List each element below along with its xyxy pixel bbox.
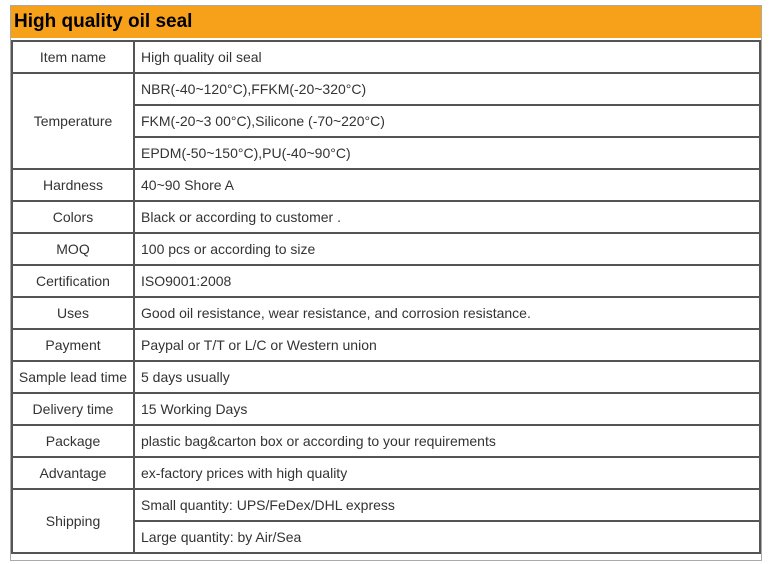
row-label: Hardness xyxy=(12,169,134,201)
row-label: Delivery time xyxy=(12,393,134,425)
row-value: Good oil resistance, wear resistance, and corrosion resistance. xyxy=(134,297,760,329)
row-value: Small quantity: UPS/FeDex/DHL express xyxy=(134,489,760,521)
table-row xyxy=(12,233,760,265)
row-label: Certification xyxy=(12,265,134,297)
spec-table xyxy=(11,40,761,554)
row-value: 100 pcs or according to size xyxy=(134,233,760,265)
table-row xyxy=(12,297,760,329)
row-value: Large quantity: by Air/Sea xyxy=(134,521,760,553)
table-row xyxy=(12,201,760,233)
table-row xyxy=(12,265,760,297)
row-value: plastic bag&carton box or according to your requirements xyxy=(134,425,760,457)
row-value: 15 Working Days xyxy=(134,393,760,425)
table-row xyxy=(12,169,760,201)
table-row xyxy=(12,41,760,73)
row-value: NBR(-40~120°C),FFKM(-20~320°C) xyxy=(134,73,760,105)
table-row xyxy=(12,361,760,393)
row-label: Uses xyxy=(12,297,134,329)
row-value: EPDM(-50~150°C),PU(-40~90°C) xyxy=(134,137,760,169)
row-label: Shipping xyxy=(12,489,134,553)
row-value: Paypal or T/T or L/C or Western union xyxy=(134,329,760,361)
row-value: ISO9001:2008 xyxy=(134,265,760,297)
table-row xyxy=(12,393,760,425)
table-row xyxy=(12,489,760,521)
table-title: High quality oil seal xyxy=(11,6,761,38)
table-row xyxy=(12,425,760,457)
row-label: Package xyxy=(12,425,134,457)
row-label: Payment xyxy=(12,329,134,361)
row-label: Advantage xyxy=(12,457,134,489)
row-value: High quality oil seal xyxy=(134,41,760,73)
table-row xyxy=(12,73,760,105)
row-value: 5 days usually xyxy=(134,361,760,393)
row-label: MOQ xyxy=(12,233,134,265)
row-value: Black or according to customer . xyxy=(134,201,760,233)
table-row xyxy=(12,457,760,489)
row-label: Colors xyxy=(12,201,134,233)
row-label: Temperature xyxy=(12,73,134,169)
row-value: FKM(-20~3 00°C),Silicone (-70~220°C) xyxy=(134,105,760,137)
spec-table-body xyxy=(12,41,760,553)
row-value: ex-factory prices with high quality xyxy=(134,457,760,489)
table-row xyxy=(12,329,760,361)
row-label: Item name xyxy=(12,41,134,73)
row-label: Sample lead time xyxy=(12,361,134,393)
row-value: 40~90 Shore A xyxy=(134,169,760,201)
